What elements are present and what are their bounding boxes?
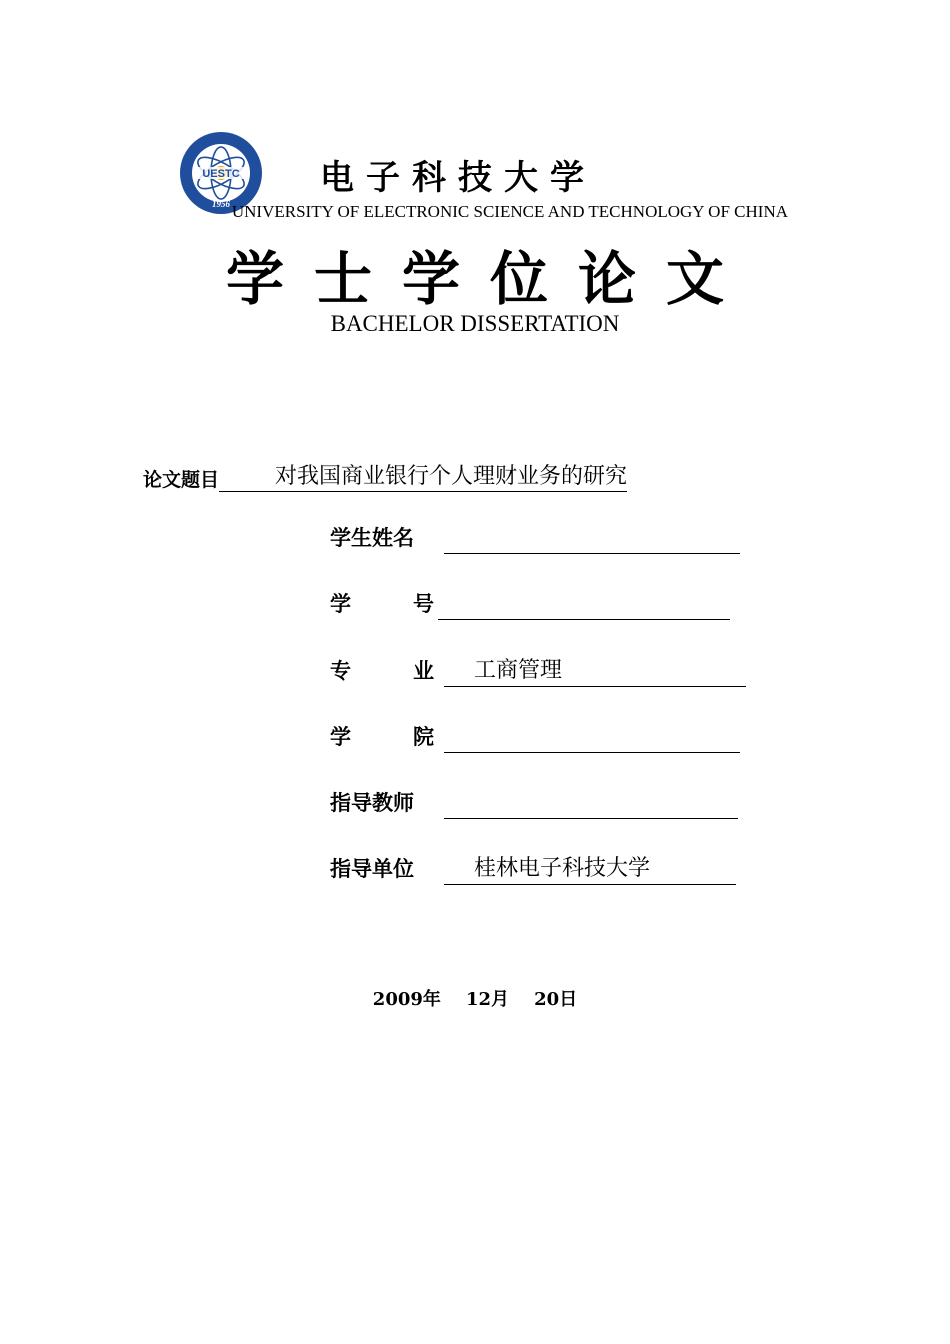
field-label-char: 专 — [330, 659, 351, 683]
field-label: 指导单位 — [330, 857, 414, 881]
field-label — [330, 658, 434, 687]
field-value: 工商管理 — [444, 657, 746, 687]
field-label — [330, 591, 434, 620]
field-label — [330, 724, 434, 753]
date-day: 20 — [534, 989, 560, 1010]
date-month-unit: 月 — [491, 989, 510, 1010]
date-day-unit: 日 — [559, 989, 578, 1010]
field-label-char: 学 — [330, 592, 351, 616]
degree-title-cn: 学士学位论文 — [225, 245, 754, 313]
field-major — [330, 653, 746, 687]
thesis-title-row — [143, 460, 627, 492]
field-label-char: 学 — [330, 725, 351, 749]
field-supervising-unit — [330, 851, 736, 885]
field-college — [330, 719, 740, 753]
field-supervisor — [330, 785, 738, 819]
thesis-title-label: 论文题目 — [143, 469, 220, 491]
university-name-cn: 电子科技大学 — [320, 158, 596, 198]
submission-date — [0, 985, 950, 1011]
field-label-char: 业 — [413, 659, 434, 683]
field-value — [444, 524, 740, 554]
logo-text: UESTC — [202, 168, 240, 180]
date-year-unit: 年 — [422, 989, 441, 1010]
field-value — [444, 723, 740, 753]
field-label-char: 院 — [413, 725, 434, 749]
field-student-id — [330, 586, 730, 620]
field-label-char: 号 — [413, 592, 434, 616]
degree-title-en: BACHELOR DISSERTATION — [330, 311, 620, 336]
field-label: 学生姓名 — [330, 526, 414, 550]
field-student-name — [330, 520, 740, 554]
date-year: 2009 — [372, 989, 423, 1010]
field-label: 指导教师 — [330, 791, 414, 815]
field-value — [438, 590, 730, 620]
university-name-en: UNIVERSITY OF ELECTRONIC SCIENCE AND TECHNOLOGY OF CHINA — [231, 202, 788, 221]
field-value — [444, 789, 738, 819]
thesis-title-value: 对我国商业银行个人理财业务的研究 — [219, 464, 627, 492]
date-month: 12 — [465, 989, 492, 1010]
field-value: 桂林电子科技大学 — [444, 855, 736, 885]
logo-year: 1956 — [212, 199, 230, 209]
